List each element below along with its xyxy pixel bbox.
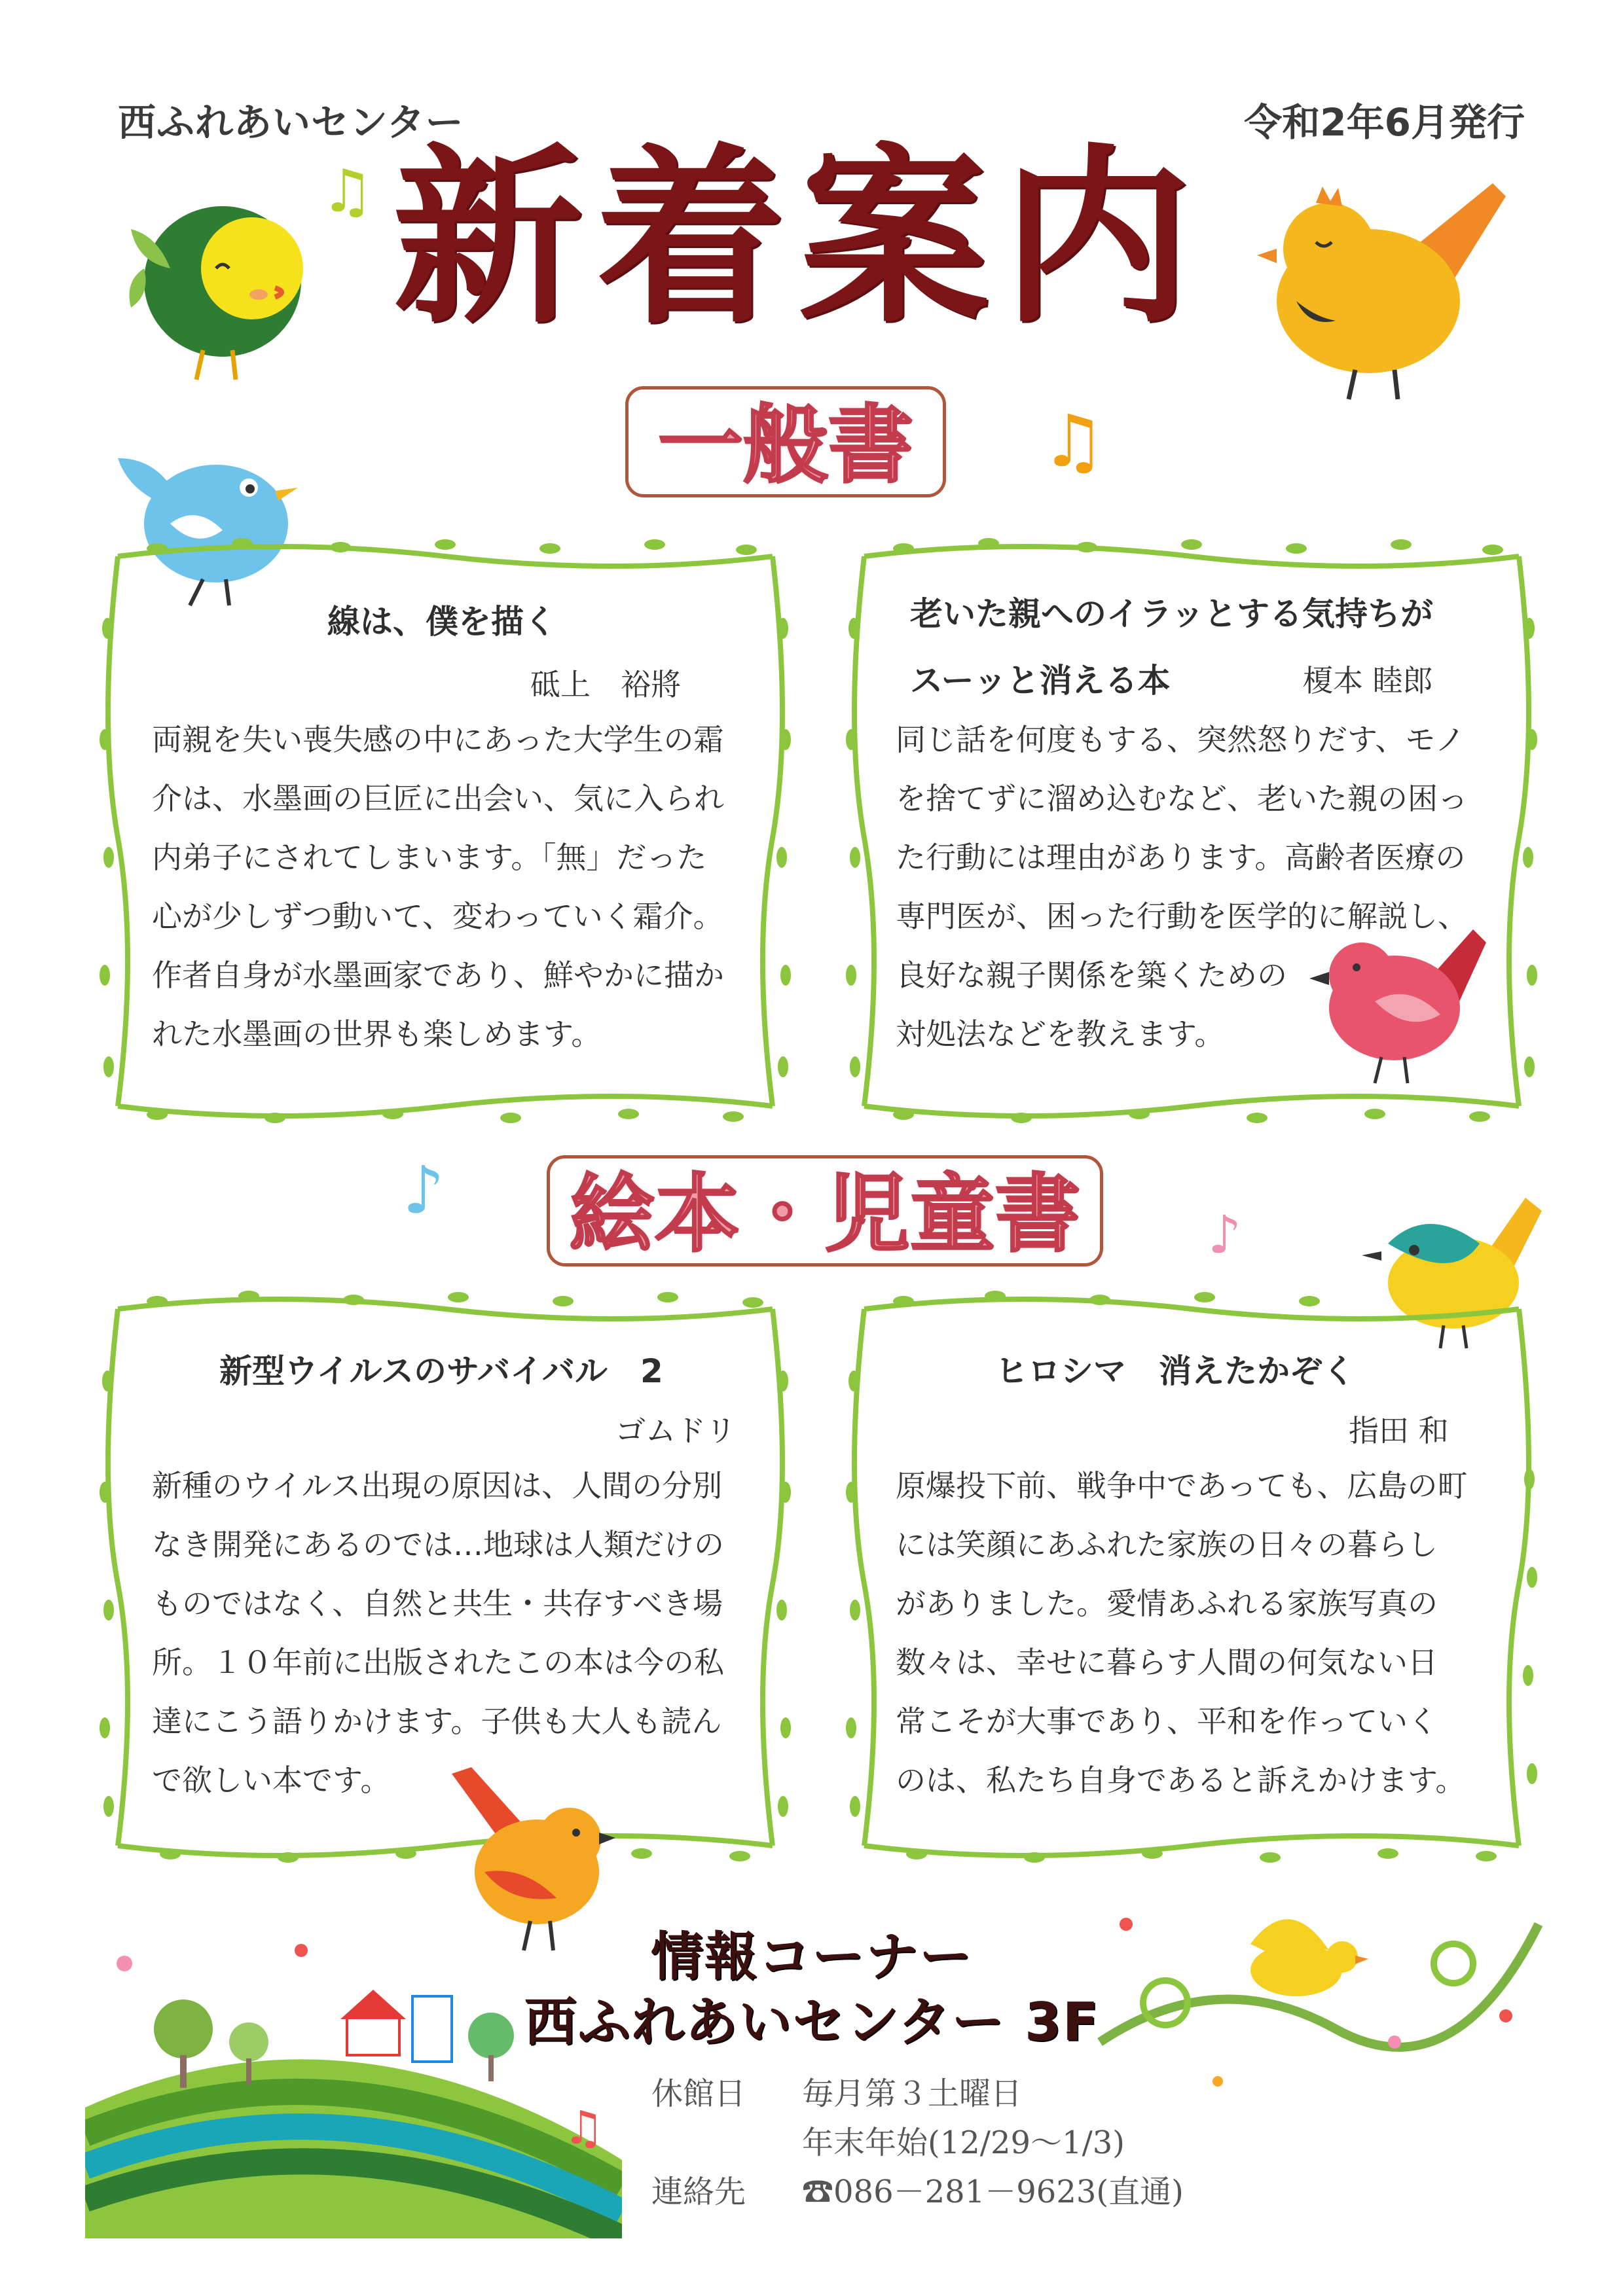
music-note-icon: ♫ bbox=[321, 157, 374, 226]
issue-date: 令和2年6月発行 bbox=[1244, 100, 1525, 145]
page-title: 新着案内 bbox=[393, 128, 1205, 349]
info-corner-name: 情報コーナー bbox=[651, 1926, 973, 1987]
yellow-bird-icon bbox=[1257, 170, 1519, 406]
book-title: 新型ウイルスのサバイバル 2 bbox=[219, 1352, 663, 1390]
book-author: 砥上 裕將 bbox=[530, 667, 681, 702]
book-title-line1: 老いた親へのイラッとする気持ちが bbox=[910, 595, 1433, 633]
music-note-icon: ♪ bbox=[1208, 1204, 1242, 1265]
book-description: 新種のウイルス出現の原因は、人間の分別 なき開発にあるのでは…地球は人類だけの ものではなく、自然と共生・共存すべき場 所。１０年前に出版されたこの本は今の私 達にこう語りかけます。子供も大人も読ん で欲しい本です。 bbox=[152, 1468, 724, 1798]
closed-value-holiday: 年末年始(12/29～1/3) bbox=[802, 2125, 1125, 2161]
music-note-icon: ♫ bbox=[1041, 399, 1106, 483]
section-label-picture-books: 絵本・児童書 bbox=[547, 1155, 1103, 1266]
info-corner-title bbox=[498, 1924, 1126, 2055]
book-description: 両親を失い喪失感の中にあった大学生の霜 介は、水墨画の巨匠に出会い、気に入られ 内弟子にされてしまいます。「無」だった 心が少しずつ動いて、変わっていく霜介。 作者自身が水墨画家であり、鮮やかに描か れた水墨画の世界も楽しめます。 bbox=[152, 722, 724, 1052]
section-label-general: 一般書 bbox=[625, 386, 946, 497]
book-author: ゴムドリ bbox=[615, 1413, 736, 1448]
green-bird-icon bbox=[118, 190, 334, 386]
book-description: 原爆投下前、戦争中であっても、広島の町 には笑顔にあふれた家族の日々の暮らし がありました。愛情あふれる家族写真の 数々は、幸せに暮らす人間の何気ない日 常こそが大事であり、平和を作っていく のは、私たち自身であると訴えかけます。 bbox=[896, 1468, 1468, 1798]
book-author: 指田 和 bbox=[1349, 1413, 1449, 1448]
info-corner-location: 西ふれあいセンター 3F bbox=[524, 1992, 1100, 2053]
book-title-line2: スーッと消える本 bbox=[910, 662, 1171, 700]
book-description: 同じ話を何度もする、突然怒りだす、モノ を捨てずに溜め込むなど、老いた親の困っ た行動には理由があります。高齢者医療の 専門医が、困った行動を医学的に解説し、 良好な親子関係を築くための 対処法などを教えます。 bbox=[896, 722, 1468, 1052]
closed-label: 休館日 bbox=[651, 2075, 746, 2112]
music-note-icon: ♪ bbox=[403, 1152, 445, 1229]
book-author: 榎本 睦郎 bbox=[1303, 663, 1433, 698]
contact-label: 連絡先 bbox=[651, 2174, 746, 2210]
book-title: ヒロシマ 消えたかぞく bbox=[995, 1352, 1355, 1390]
closed-value-monthly: 毎月第３土曜日 bbox=[802, 2075, 1023, 2112]
pink-bird-icon bbox=[1309, 916, 1493, 1086]
music-note-icon: ♫ bbox=[563, 2101, 604, 2155]
contact-phone[interactable]: ☎086－281－9623(直通) bbox=[802, 2174, 1184, 2210]
dove-illustration bbox=[1087, 1885, 1545, 2121]
organization-name: 西ふれあいセンター bbox=[118, 100, 464, 145]
book-title: 線は、僕を描く bbox=[327, 603, 556, 641]
